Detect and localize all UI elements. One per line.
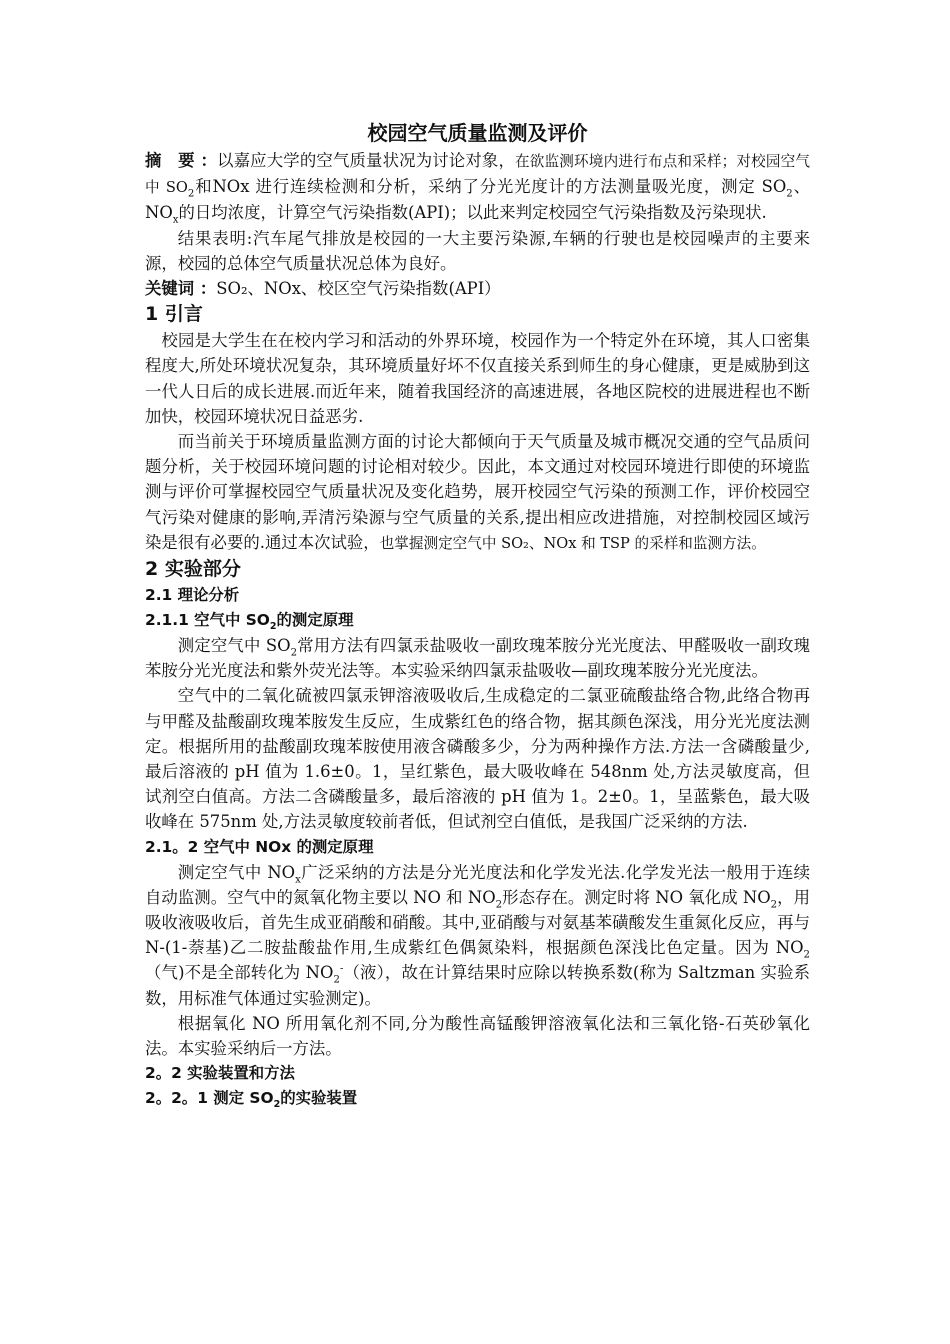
nox-method-paragraph: 测定空气中 $NO_x$广泛采纳的方法是分光光度法和化学发光法.化学发光法一般用于连续自动监测。空气中的氮氧化物主要以 NO 和 $NO_2$形态存在。测定时将 NO 氧化成 $NO_2$，用吸收液吸收后，首先生成亚硝酸和硝酸。其中,亚硝酸与对氨基苯磺酸发生重氮化反应，再与 N-(1-萘基)乙二胺盐酸盐作用,生成紫红色偶氮染料，根据颜色深浅比色定量。因为 $NO_2$（气)不是全部转化为 $NO_2^-$（液），故在计算结果时应除以转换系数(称为 Saltzman 实验系数，用标准气体通过实验测定)。	[145, 862, 810, 1008]
keywords-text: SO₂、NOx、校区空气污染指数(API）	[216, 279, 501, 299]
subsection-heading-2-2: 2。2 实验装置和方法	[145, 1064, 295, 1083]
abstract-result: 结果表明:汽车尾气排放是校园的一大主要污染源,车辆的行驶也是校园噪声的主要来源，校园的总体空气质量状况总体为良好。	[145, 228, 810, 273]
subsection-heading-2-1-2: 2.1。2 空气中 NOx 的测定原理	[145, 837, 374, 856]
subsection-heading-2-1: 2.1 理论分析	[145, 586, 240, 605]
intro-paragraph-2: 而当前关于环境质量监测方面的讨论大都倾向于天气质量及城市概况交通的空气品质问题分析，关于校园环境问题的讨论相对较少。因此，本文通过对校园环境进行即使的环境监测与评价可掌握校园空气质量状况及变化趋势，展开校园空气污染的预测工作，评价校园空气污染对健康的影响,弄清污染源与空气质量的关系,提出相应改进措施，对控制校园区域污染是很有必要的.通过本次试验，也掌握测定空气中 SO₂、NOx 和 TSP 的采样和监测方法。	[145, 432, 810, 552]
page-title: 校园空气质量监测及评价	[367, 121, 588, 145]
so2-method-paragraph: 测定空气中 $SO_2$常用方法有四氯汞盐吸收一副玫瑰苯胺分光光度法、甲醛吸收一副玫瑰苯胺分光光度法和紫外荧光法等。本实验采纳四氯汞盐吸收—副玫瑰苯胺分光光度法。	[145, 636, 810, 681]
section-heading-2: 2 实验部分	[145, 558, 241, 581]
abstract-label: 摘 要 ：	[145, 151, 218, 170]
document-page	[145, 118, 810, 1111]
subsection-heading-2-1-1: 2.1.1 空气中 $SO_2$的测定原理	[145, 611, 354, 633]
subsection-heading-2-2-1: 2。2。1 测定 $SO_2$的实验装置	[145, 1089, 358, 1111]
intro-paragraph-1: 校园是大学生在在校内学习和活动的外界环境，校园作为一个特定外在环境，其人口密集程度大,所处环境状况复杂，其环境质量好坏不仅直接关系到师生的身心健康，更是威胁到这一代人日后的成长进展.而近年来，随着我国经济的高速进展，各地区院校的进展进程也不断加快，校园环境状况日益恶劣.	[145, 331, 810, 426]
abstract: 摘 要 ：以嘉应大学的空气质量状况为讨论对象，在欲监测环境内进行布点和采样；对校园空气中 $SO_2$和NOx 进行连续检测和分析，采纳了分光光度计的方法测量吸光度，测定 $SO_2$、$NO_x$的日均浓度，计算空气污染指数(API)；以此来判定校园空气污染指数及污染现状.	[145, 151, 811, 226]
keywords	[145, 276, 810, 301]
section-heading-1: 1 引言	[145, 303, 203, 326]
nox-oxidation-paragraph: 根据氧化 NO 所用氧化剂不同,分为酸性高锰酸钾溶液氧化法和三氧化铬-石英砂氧化法。本实验采纳后一方法。	[145, 1013, 810, 1059]
so2-principle-paragraph: 空气中的二氧化硫被四氯汞钾溶液吸收后,生成稳定的二氯亚硫酸盐络合物,此络合物再与甲醛及盐酸副玫瑰苯胺发生反应，生成紫红色的络合物，据其颜色深浅，用分光光度法测定。根据所用的盐酸副玫瑰苯胺使用液含磷酸多少，分为两种操作方法.方法一含磷酸量少,最后溶液的 pH 值为 1.6±0。1，呈红紫色，最大吸收峰在 548nm 处,方法灵敏度高，但试剂空白值高。方法二含磷酸量多，最后溶液的 pH 值为 1。2±0。1，呈蓝紫色，最大吸收峰在 575nm 处,方法灵敏度较前者低，但试剂空白值低，是我国广泛采纳的方法.	[145, 686, 810, 832]
keywords-label: 关键词 ：	[145, 279, 217, 299]
